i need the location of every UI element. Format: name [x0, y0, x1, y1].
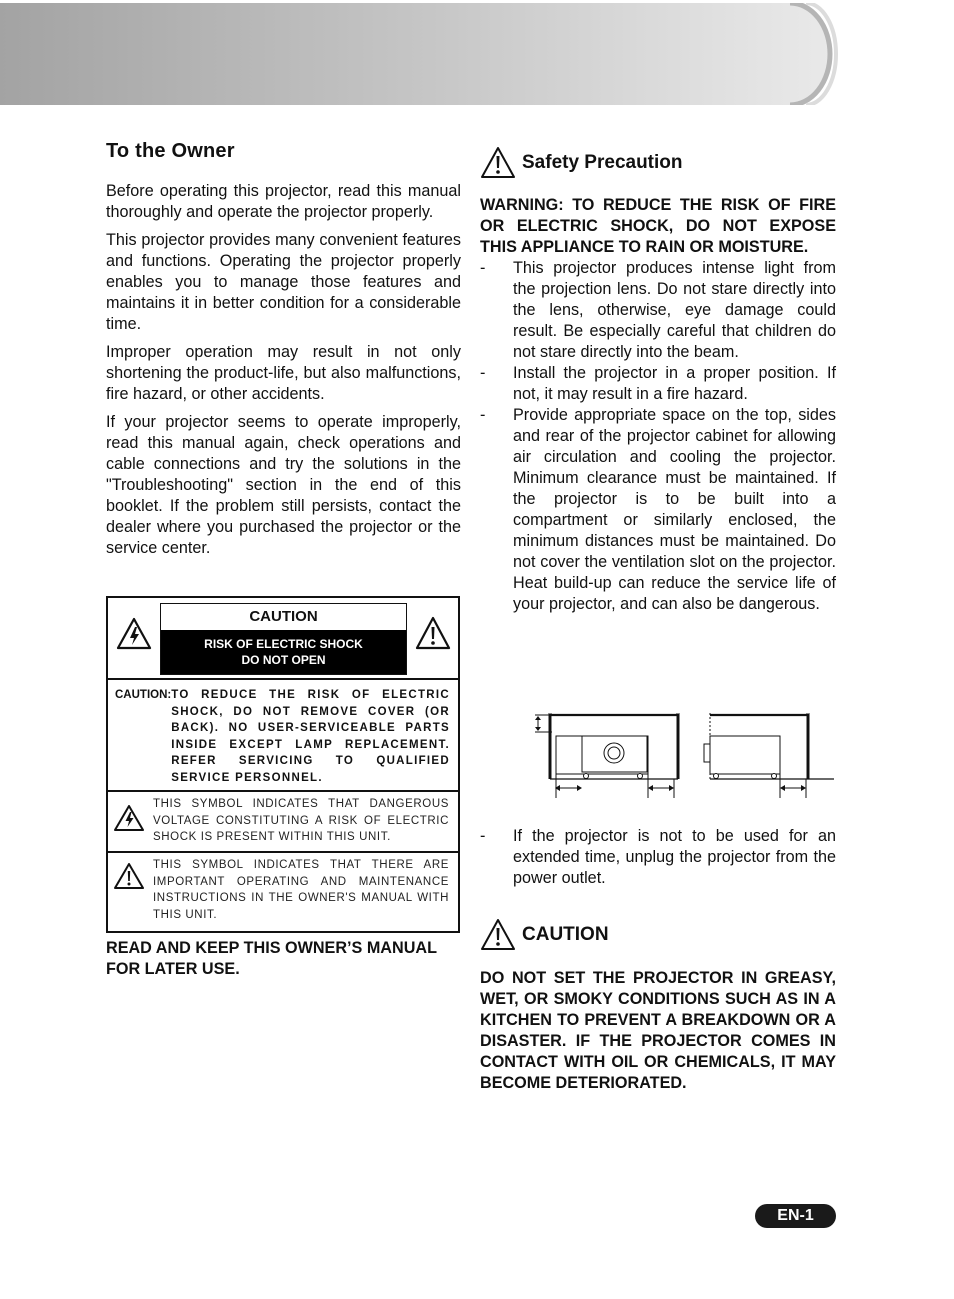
symbol-row-2 — [108, 853, 458, 931]
symbol-2-description: THIS SYMBOL INDICATES THAT THERE ARE IMPORTANT OPERATING AND MAINTENANCE INSTRUCTIONS IN THE OWNER'S MANUAL WITH THIS UNIT. — [153, 859, 449, 921]
caution-statement — [115, 687, 450, 786]
caution-statement-text: TO REDUCE THE RISK OF ELECTRIC SHOCK, DO NOT REMOVE COVER (OR BACK). NO USER-SERVICEABLE PARTS INSIDE EXCEPT LAMP REPLACEMENT. REFER SERVICING TO QUALIFIED SERVICE PERSONNEL. — [171, 689, 450, 784]
do-not-open-text: DO NOT OPEN — [241, 653, 326, 667]
owner-paragraph-3: Improper operation may result in not only shortening the product-life, but also malfunctions, fire hazard, or other accidents. — [106, 343, 461, 403]
caution-body-text: DO NOT SET THE PROJECTOR IN GREASY, WET, OR SMOKY CONDITIONS SUCH AS IN A KITCHEN TO PREVENT A BREAKDOWN OR A DISASTER. IF THE PROJECTOR COMES IN CONTACT WITH OIL OR CHEMICALS, IT MAY BECOME DETERIORATED. — [480, 969, 836, 1092]
owner-paragraph-1: Before operating this projector, read this manual thoroughly and operate the projector properly. — [106, 182, 461, 221]
caution-sticker-warning — [161, 630, 406, 674]
right-column — [480, 146, 836, 615]
bullet-dash: - — [480, 827, 486, 845]
symbol-row-1 — [108, 792, 458, 853]
safety-precaution-heading — [480, 146, 836, 179]
exclamation-warning-icon — [480, 918, 516, 951]
caution-title: CAUTION — [522, 923, 609, 945]
header-swoosh — [0, 3, 954, 105]
caution-label-row — [108, 598, 458, 680]
left-column — [106, 140, 461, 566]
clearance-diagram — [530, 706, 836, 802]
exclamation-warning-icon — [480, 146, 516, 179]
caution-sticker — [160, 603, 407, 675]
exclamation-warning-icon — [113, 862, 145, 890]
lightning-warning-icon — [116, 617, 152, 650]
owner-paragraph-4: If your projector seems to operate improperly, read this manual again, check operations and cable connections and try the solutions in the "Troubleshooting" section in the end of this booklet. If the problem still persists, contact the dealer where you purchased the projector or the service center. — [106, 413, 461, 557]
caution-heading — [480, 918, 609, 951]
bullet-item — [480, 363, 836, 405]
owner-paragraph-2: This projector provides many convenient features and functions. Operating the projector properly enables you to manage those features and maintains it in better condition for a considerable time. — [106, 231, 461, 333]
bullet-item — [480, 826, 836, 889]
lightning-warning-icon — [113, 804, 145, 832]
bullet-dash: - — [480, 406, 486, 424]
risk-shock-text: RISK OF ELECTRIC SHOCK — [204, 637, 363, 651]
header-band — [0, 3, 954, 105]
rain-moisture-warning: WARNING: TO REDUCE THE RISK OF FIRE OR ELECTRIC SHOCK, DO NOT EXPOSE THIS APPLIANCE TO RAIN OR MOISTURE. — [480, 196, 836, 256]
bullet-proper-position: Install the projector in a proper position. If not, it may result in a fire hazard. — [513, 364, 836, 403]
caution-sticker-title: CAUTION — [249, 608, 318, 625]
bullet-item — [480, 405, 836, 615]
caution-text-row — [108, 680, 458, 792]
bullet-lens-light: This projector produces intense light from the projection lens. Do not stare directly into the lens, otherwise, eye damage could result. Be especially careful that children do not stare directly into the beam. — [513, 259, 836, 361]
bullet-dash: - — [480, 259, 486, 277]
bullet-item — [480, 258, 836, 363]
read-and-keep-notice: READ AND KEEP THIS OWNER’S MANUAL FOR LATER USE. — [106, 939, 437, 978]
bullet-ventilation-clearance: Provide appropriate space on the top, sides and rear of the projector cabinet for allowing air circulation and cooling the projector. Minimum clearance must be maintained. If the projector is to be built into a compartment or similarly enclosed, the minimum distances must be maintained. Do not cover the ventilation slot on the projector. Heat build-up can reduce the service life of your projector, and can also be dangerous. — [513, 406, 836, 613]
bullet-unplug: If the projector is not to be used for an extended time, unplug the projector from the power outlet. — [513, 827, 836, 887]
page-title: To the Owner — [106, 140, 235, 162]
safety-precaution-title: Safety Precaution — [522, 151, 683, 173]
page-number-badge: EN-1 — [755, 1204, 836, 1228]
exclamation-warning-icon — [415, 616, 451, 650]
symbol-1-description: THIS SYMBOL INDICATES THAT DANGEROUS VOLTAGE CONSTITUTING A RISK OF ELECTRIC SHOCK IS PRESENT WITHIN THIS UNIT. — [153, 798, 449, 843]
bullet-dash: - — [480, 364, 486, 382]
caution-heading-row — [480, 918, 609, 951]
caution-statement-label: CAUTION: — [115, 689, 172, 701]
bullet-unplug-row — [480, 826, 836, 889]
caution-label-box — [106, 596, 460, 933]
